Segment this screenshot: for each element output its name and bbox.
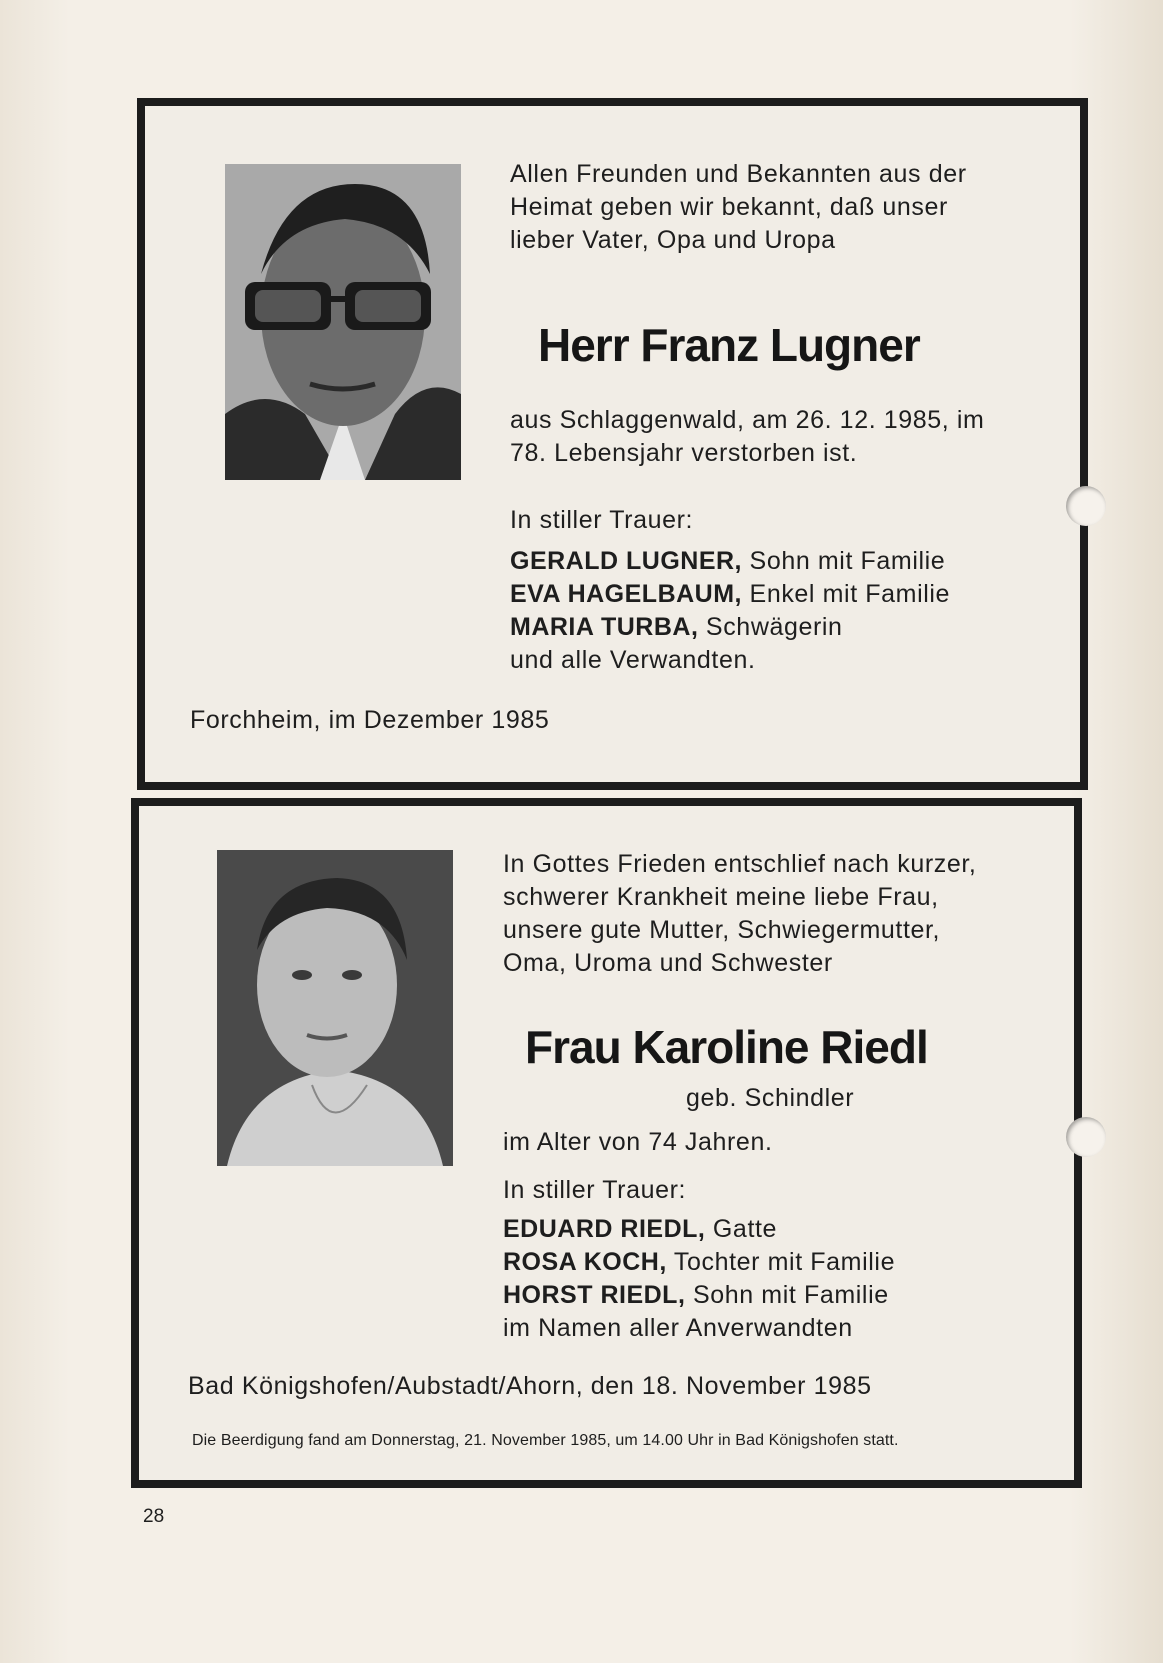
mourning-heading: In stiller Trauer: — [503, 1176, 687, 1204]
place-date: Forchheim, im Dezember 1985 — [190, 706, 550, 734]
deceased-name: Herr Franz Lugner — [538, 319, 920, 371]
mourner-name: GERALD LUGNER, — [510, 547, 742, 575]
details-line: aus Schlaggenwald, am 26. 12. 1985, im — [510, 406, 985, 434]
mourner-name: ROSA KOCH, — [503, 1248, 667, 1276]
mourners-block — [510, 504, 950, 677]
intro-line: Heimat geben wir bekannt, daß unser — [510, 193, 948, 221]
mourner-name: HORST RIEDL, — [503, 1281, 686, 1309]
intro-text — [510, 158, 967, 257]
mourning-heading: In stiller Trauer: — [510, 506, 694, 534]
intro-line: schwerer Krankheit meine liebe Frau, — [503, 883, 939, 911]
place-date: Bad Königshofen/Aubstadt/Ahorn, den 18. November 1985 — [188, 1372, 872, 1400]
closing-line: und alle Verwandten. — [510, 646, 756, 674]
page-number: 28 — [143, 1506, 165, 1527]
mourner-entry — [510, 545, 950, 578]
intro-line: lieber Vater, Opa und Uropa — [510, 226, 836, 254]
mourner-entry — [503, 1246, 895, 1279]
deceased-name: Frau Karoline Riedl — [525, 1021, 928, 1073]
mourner-name: MARIA TURBA, — [510, 613, 699, 641]
birth-name: geb. Schindler — [686, 1084, 855, 1112]
mourner-relation: Gatte — [705, 1215, 778, 1243]
mourner-entry — [510, 611, 950, 644]
punch-hole — [1066, 1117, 1106, 1157]
mourner-entry — [503, 1213, 895, 1246]
mourner-relation: Enkel mit Familie — [742, 580, 951, 608]
mourner-relation: Sohn mit Familie — [685, 1281, 889, 1309]
closing-line: im Namen aller Anverwandten — [503, 1314, 853, 1342]
punch-hole — [1066, 486, 1106, 526]
portrait-photo-woman — [217, 850, 453, 1166]
mourner-relation: Sohn mit Familie — [742, 547, 946, 575]
mourner-entry — [503, 1279, 895, 1312]
age-line: im Alter von 74 Jahren. — [503, 1128, 773, 1156]
intro-line: Oma, Uroma und Schwester — [503, 949, 833, 977]
intro-line: In Gottes Frieden entschlief nach kurzer, — [503, 850, 977, 878]
mourner-relation: Tochter mit Familie — [666, 1248, 896, 1276]
mourner-name: EVA HAGELBAUM, — [510, 580, 742, 608]
intro-line: Allen Freunden und Bekannten aus der — [510, 160, 967, 188]
mourner-relation: Schwägerin — [698, 613, 843, 641]
obituary-notice-karoline-riedl — [131, 798, 1082, 1488]
mourner-name: EDUARD RIEDL, — [503, 1215, 706, 1243]
intro-text — [503, 848, 976, 980]
mourners-block — [503, 1174, 895, 1345]
intro-line: unsere gute Mutter, Schwiegermutter, — [503, 916, 941, 944]
details-line: 78. Lebensjahr verstorben ist. — [510, 439, 858, 467]
mourner-entry — [510, 578, 950, 611]
funeral-note: Die Beerdigung fand am Donnerstag, 21. November 1985, um 14.00 Uhr in Bad Königshofen statt. — [192, 1432, 899, 1449]
portrait-photo-man — [225, 164, 461, 480]
death-details — [510, 404, 984, 470]
obituary-notice-franz-lugner — [137, 98, 1088, 790]
